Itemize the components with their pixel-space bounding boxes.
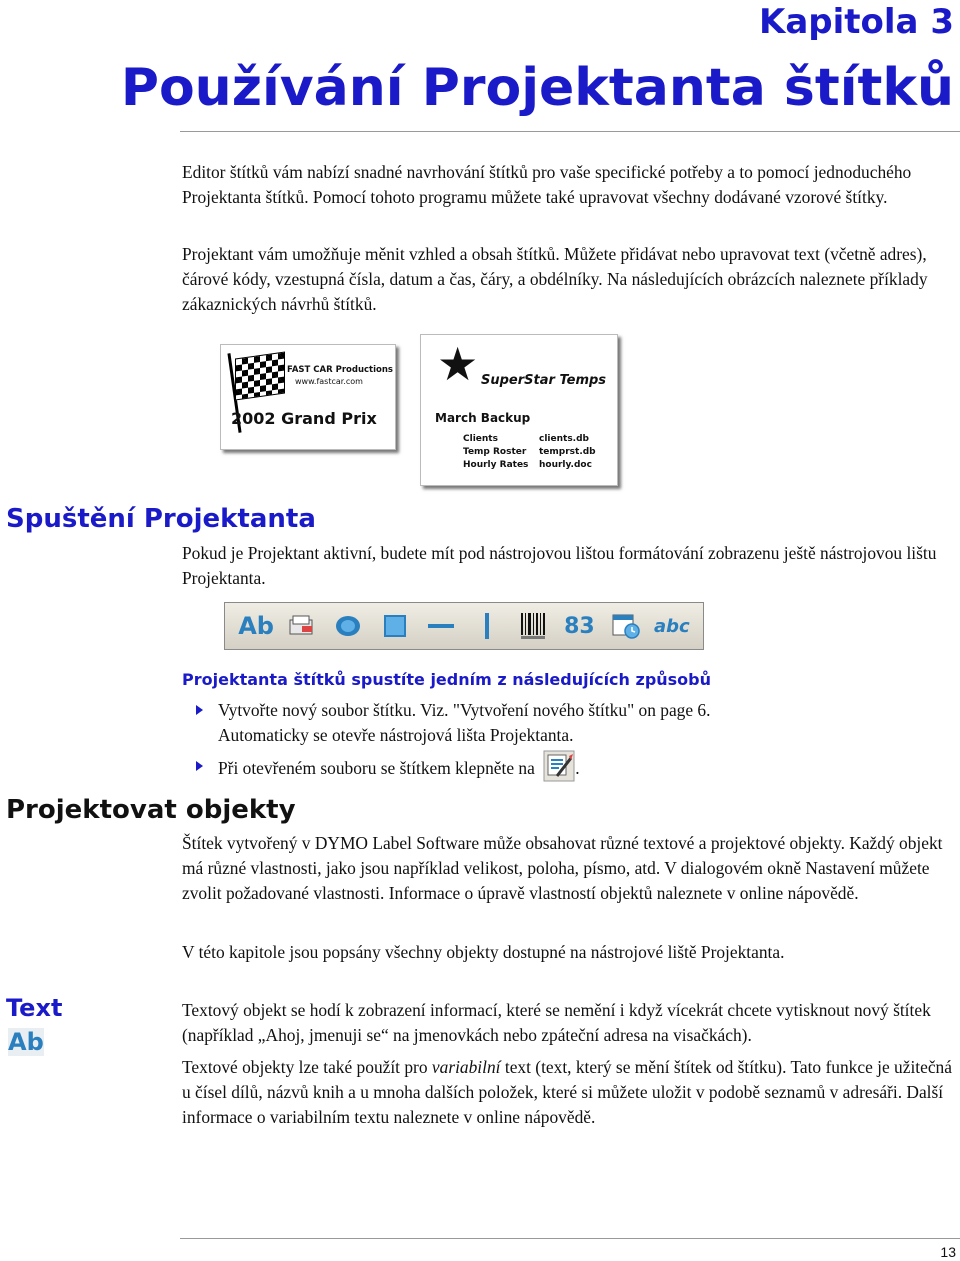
label-row-file: temprst.db [539,447,596,457]
sample-label-fastcar [220,344,396,450]
label-row-names [463,433,528,472]
text-paragraph-1: Textový objekt se hodí k zobrazení informací, které se nemění i když vícekrát chcete vytisknout nový štítek (například „Ahoj, jmenuji se“ na jmenovkách nebo zpáteční adresa na visačkách). [182,1000,931,1045]
label-row-file: clients.db [539,434,589,444]
objects-paragraph-2: V této kapitole jsou popsány všechny objekty dostupné na nástrojové liště Projektanta. [182,942,785,962]
intro-paragraph-1: Editor štítků vám nabízí snadné navrhování štítků pro vaše specifické potřeby a to pomocí jednoduchého Projektanta štítků. Pomocí tohoto programu můžete také upravovat všechny dodávané vzorové štítky. [182,162,912,207]
text-paragraph-2 [182,1055,952,1130]
label-row-files [539,433,596,472]
text-tool-glyph: Ab [238,612,274,640]
label-row-name: Temp Roster [463,447,527,457]
label-heading: March Backup [435,411,531,425]
label-company: FAST CAR Productions [287,365,393,375]
text-tool-icon[interactable] [238,611,274,641]
text-p2-italic: variabilní [431,1057,501,1077]
chapter-label: Kapitola 3 [759,2,954,42]
address-tool-icon[interactable] [287,611,317,641]
chapter-title: Používání Projektanta štítků [120,58,954,118]
bullet-text-main: Při otevřeném souboru se štítkem klepněte na [218,758,535,778]
bullet-arrow-icon [196,761,203,771]
footer-divider [180,1238,960,1239]
start-paragraph: Pokud je Projektant aktivní, budete mít pod nástrojovou lištou formátování zobrazenu ještě nástrojovou lištu Projektanta. [182,543,937,588]
bullet-arrow-icon [196,705,203,715]
sample-label-superstar [420,334,618,486]
horizontal-line-tool-icon[interactable] [426,611,456,641]
counter-tool-glyph: 83 [564,613,595,639]
section-heading-start: Spuštění Projektanta [6,504,316,534]
page-number: 13 [940,1244,956,1260]
label-row-name: Clients [463,434,498,444]
section-heading-objects: Projektovat objekty [6,795,296,825]
curved-text-tool-glyph: abc [653,615,690,637]
start-subheading: Projektanta štítků spustíte jedním z následujících způsobů [182,670,712,689]
image-tool-icon[interactable] [333,611,363,641]
curved-text-tool-icon[interactable] [653,611,690,641]
label-row-name: Hourly Rates [463,460,529,470]
bullet-text-end: . [575,758,580,778]
text-p2-before: Textové objekty lze také použít pro [182,1057,432,1077]
text-p2-after: text (text, který se mění štítek od štítku). Tato funkce je užitečná u čísel dílů, názvů knih a u mnoha dalších položek, které si můžete uložit v podobě seznamů v adresáři. Další informace o variabilním textu naleznete v online nápovědě. [182,1057,952,1127]
bullet-text-line-1: Vytvořte nový soubor štítku. Viz. "Vytvoření nového štítku" on page 6. [218,700,711,720]
section-heading-text: Text [6,994,63,1022]
checkered-flag-icon [235,351,285,400]
objects-paragraph-1: Štítek vytvořený v DYMO Label Software může obsahovat různé textové a projektové objekty. Každý objekt má různé vlastnosti, jako jsou například velikost, poloha, písmo, atd. V dialogovém okně Nastavení můžete zvolit požadované vlastnosti. Informace o úpravě vlastností objektů naleznete v online nápovědě. [182,833,943,903]
intro-paragraph-2: Projektant vám umožňuje měnit vzhled a obsah štítků. Můžete přidávat nebo upravovat text (včetně adres), čárové kódy, vzestupná čísla, datum a čas, čáry, a obdélníky. Na následujících obrázcích naleznete příklady zákaznických návrhů štítků. [182,244,928,314]
label-row-file: hourly.doc [539,460,592,470]
designer-toolbar [224,602,704,650]
designer-toggle-icon[interactable] [543,750,575,782]
label-url: www.fastcar.com [295,377,363,386]
bullet-text [218,754,580,786]
label-event: 2002 Grand Prix [231,409,377,428]
vertical-line-tool-icon[interactable] [472,611,502,641]
header-divider [180,131,960,132]
bullet-text-line-2: Automaticky se otevře nástrojová lišta Projektanta. [218,725,574,745]
barcode-tool-icon[interactable] [518,611,548,641]
star-logo-icon: ★ [437,337,479,391]
rectangle-tool-icon[interactable] [380,611,410,641]
date-time-tool-icon[interactable] [611,611,641,641]
counter-tool-icon[interactable] [564,611,594,641]
label-company: SuperStar Temps [481,373,607,388]
text-tool-icon: Ab [8,1028,44,1056]
